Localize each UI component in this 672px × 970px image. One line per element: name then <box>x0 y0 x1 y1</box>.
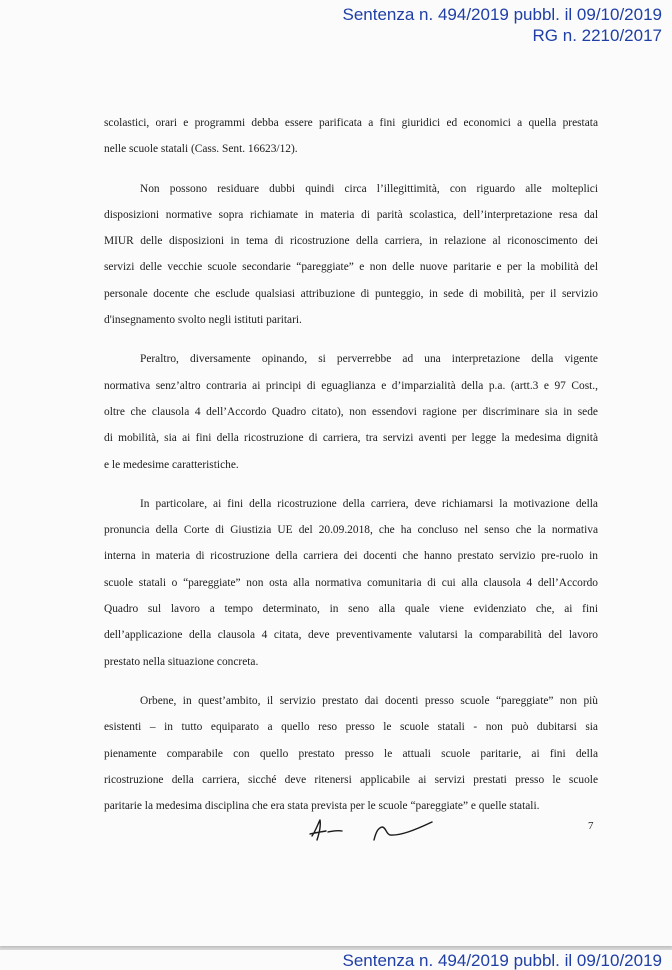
paragraph <box>104 110 598 163</box>
text-line: normativa senz’altro contraria ai principi di eguaglianza e d’imparzialità della p.a. (artt.3 e 97 Cost., <box>104 379 598 392</box>
text-line: MIUR delle disposizioni in tema di ricostruzione della carriera, in relazione al riconoscimento dei <box>104 235 598 248</box>
page-number: 7 <box>588 820 594 832</box>
text-line: Non possono residuare dubbi quindi circa l’illegittimità, con riguardo alle molteplici <box>140 182 598 195</box>
paragraph <box>104 176 598 334</box>
text-line: In particolare, ai fini della ricostruzione della carriera, deve richiamarsi la motivazione della <box>140 497 598 510</box>
text-line: scuole statali o “pareggiate” non osta alla normativa comunitaria di cui alla clausola 4 dell’Accordo <box>104 576 598 589</box>
case-number: RG n. 2210/2017 <box>532 26 662 45</box>
text-line: Orbene, in quest’ambito, il servizio prestato dai docenti presso scuole “pareggiate” non più <box>140 694 598 707</box>
text-line: dell’applicazione della clausola 4 citata, deve preventivamente valutarsi la comparabilità del lavoro <box>104 629 598 642</box>
text-line: d'insegnamento svolto negli istituti paritari. <box>104 314 302 327</box>
text-line: pronuncia della Corte di Giustizia UE del 20.09.2018, che ha concluso nel senso che la normativa <box>104 524 598 537</box>
signature-1 <box>310 820 342 840</box>
text-line: servizi delle vecchie scuole secondarie “pareggiate” e non delle nuove paritarie e per la mobilità del <box>104 261 598 274</box>
text-line: e le medesime caratteristiche. <box>104 458 239 471</box>
text-line: disposizioni normative sopra richiamate in materia di parità scolastica, dell’interpretazione resa dal <box>104 208 598 221</box>
paragraph <box>104 491 598 675</box>
signature-2 <box>374 822 432 840</box>
sentence-stamp <box>343 4 663 46</box>
text-line: di mobilità, sia ai fini della ricostruzione di carriera, tra servizi aventi per legge la medesima dignità <box>104 432 598 445</box>
text-line: ricostruzione della carriera, sicché deve ritenersi applicabile ai servizi prestati presso le scuole <box>104 773 598 786</box>
text-line: prestato nella situazione concreta. <box>104 655 259 668</box>
text-line: personale docente che esclude qualsiasi attribuzione di punteggio, in sede di mobilità, per il servizio <box>104 287 598 300</box>
text-line: esistenti – in tutto equiparato a quello reso presso le scuole statali - non può dubitarsi sia <box>104 721 598 734</box>
next-page-stamp: Sentenza n. 494/2019 pubbl. il 09/10/2019 <box>342 951 662 970</box>
text-line: nelle scuole statali (Cass. Sent. 16623/12). <box>104 143 298 156</box>
document-body <box>104 110 598 832</box>
next-page-edge <box>0 950 672 970</box>
text-line: scolastici, orari e programmi debba essere parificata a fini giuridici ed economici a quella prestata <box>104 117 598 129</box>
text-line: oltre che clausola 4 dell’Accordo Quadro citato), non essendovi ragione per discriminare sia in sede <box>104 405 598 418</box>
signatures <box>300 810 450 850</box>
paragraph <box>104 346 598 477</box>
text-line: interna in materia di ricostruzione della carriera dei docenti che hanno prestato servizio pre-ruolo in <box>104 550 598 563</box>
sentence-number: Sentenza n. 494/2019 pubbl. il 09/10/2019 <box>342 5 662 24</box>
paragraph <box>104 688 598 819</box>
text-line: paritarie la medesima disciplina che era stata prevista per le scuole “pareggiate” e quelle statali. <box>104 800 540 813</box>
text-line: Quadro sul lavoro a tempo determinato, in seno alla quale viene evidenziato che, ai fini <box>104 603 598 616</box>
text-line: pienamente comparabile con quello prestato presso le attuali scuole paritarie, ai fini della <box>104 747 598 760</box>
text-line: Peraltro, diversamente opinando, si perverrebbe ad una interpretazione della vigente <box>140 353 598 366</box>
